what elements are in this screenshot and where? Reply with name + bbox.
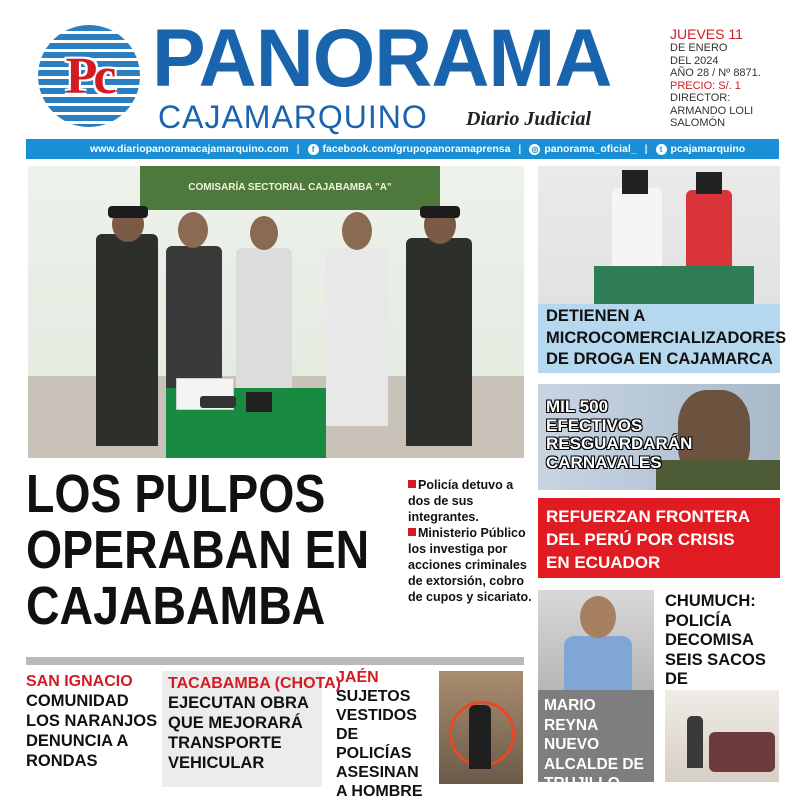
coca-seizure-photo[interactable] — [665, 690, 779, 782]
divider: | — [518, 143, 522, 155]
detainee-figure — [236, 248, 292, 398]
logo-text: Pc — [65, 48, 113, 105]
lead-story-photo[interactable] — [28, 166, 524, 458]
censor-bar — [622, 170, 648, 194]
newspaper-logo[interactable] — [38, 25, 140, 127]
mayor-photo[interactable] — [538, 590, 654, 690]
social-links-bar — [26, 139, 779, 159]
date-day: JUEVES 11 — [670, 26, 743, 42]
story-jaen[interactable]: JAÉN SUJETOS VESTIDOS DE POLICÍAS ASESINAN A HOMBRE — [336, 668, 438, 801]
story-tacabamba[interactable]: TACABAMBA (CHOTA) EJECUTAN OBRA QUE MEJORARÁ TRANSPORTE VEHICULAR — [168, 675, 341, 772]
person-figure — [469, 705, 491, 769]
story-san-ignacio[interactable]: SAN IGNACIO COMUNIDAD LOS NARANJOS DENUNCIA A RONDAS — [26, 673, 158, 770]
lead-bullet-2: Ministerio Público los investiga por acciones criminales de extorsión, cobro de cupos y sicariato. — [408, 526, 532, 604]
twitter-icon: t — [656, 144, 667, 155]
section-divider — [26, 657, 524, 665]
date-year: DEL 2024 — [670, 54, 719, 67]
censor-bar — [696, 172, 722, 194]
director-label: DIRECTOR: — [670, 92, 731, 104]
story-chumuch[interactable]: CHUMUCH: POLICÍA DECOMISA SEIS SACOS DE — [665, 592, 766, 688]
person-head — [342, 212, 372, 250]
director-name-2: SALOMÓN — [670, 117, 726, 129]
bullet-square-icon — [408, 480, 416, 488]
coca-sacks — [709, 732, 775, 772]
story-reyna[interactable]: MARIO REYNA NUEVO ALCALDE DE TRUJILLO — [538, 690, 654, 782]
police-station-sign: COMISARÍA SECTORIAL CAJABAMBA "A" — [140, 166, 440, 210]
jaen-story-photo[interactable] — [439, 671, 523, 784]
story-carnavales[interactable]: MIL 500 EFECTIVOS RESGUARDARÁN CARNAVALES — [538, 384, 780, 490]
facebook-link[interactable]: f facebook.com/grupopanoramaprensa — [308, 139, 511, 159]
newspaper-tagline: Diario Judicial — [466, 108, 592, 130]
divider: | — [296, 143, 300, 155]
police-cap — [420, 206, 460, 218]
story-droga[interactable]: DETIENEN A MICROCOMERCIALIZADORES DE DROGA EN CAJAMARCA — [538, 304, 780, 373]
person-head — [580, 596, 616, 638]
police-cap — [108, 206, 148, 218]
story-kicker: JAÉN — [336, 669, 379, 686]
detainee-figure — [612, 188, 662, 268]
website-link[interactable]: www.diariopanoramacajamarquino.com — [90, 143, 289, 155]
date-month: DE ENERO — [670, 42, 728, 54]
lead-headline[interactable]: LOS PULPOS OPERABAN EN CAJABAMBA — [26, 464, 370, 636]
person-head — [178, 212, 208, 248]
detainee-figure — [326, 248, 388, 426]
person-shirt — [564, 636, 632, 690]
issue-number: AÑO 28 / Nº 8871. — [670, 67, 761, 79]
person-head — [250, 216, 278, 250]
story-kicker: TACABAMBA (CHOTA) — [168, 675, 341, 692]
divider: | — [644, 143, 648, 155]
newspaper-title[interactable]: PANORAMA — [152, 13, 612, 104]
bullet-square-icon — [408, 528, 416, 536]
story-kicker: SAN IGNACIO — [26, 673, 133, 690]
lead-bullet-1: Policía detuvo a dos de sus integrantes. — [408, 478, 514, 524]
evidence-table — [594, 266, 754, 304]
facebook-icon: f — [308, 144, 319, 155]
police-officer-figure — [406, 238, 472, 446]
story-frontera[interactable]: REFUERZAN FRONTERA DEL PERÚ POR CRISIS EN ECUADOR — [538, 498, 780, 578]
instagram-icon: ◎ — [529, 144, 540, 155]
evidence-gun — [200, 396, 236, 408]
date-issue-block — [670, 26, 800, 130]
drug-arrest-photo[interactable] — [538, 166, 780, 304]
director-name-1: ARMANDO LOLI — [670, 104, 754, 117]
police-officer-figure — [96, 234, 158, 446]
newspaper-subtitle: CAJAMARQUINO — [158, 99, 428, 135]
officer-figure — [687, 716, 703, 768]
evidence-bag — [246, 392, 272, 412]
instagram-link[interactable]: ◎ panorama_oficial_ — [531, 143, 637, 155]
twitter-link[interactable]: t pcajamarquino — [656, 139, 746, 159]
detainee-figure — [686, 190, 732, 270]
lead-summary — [408, 477, 533, 605]
price: PRECIO: S/. 1 — [670, 79, 741, 92]
